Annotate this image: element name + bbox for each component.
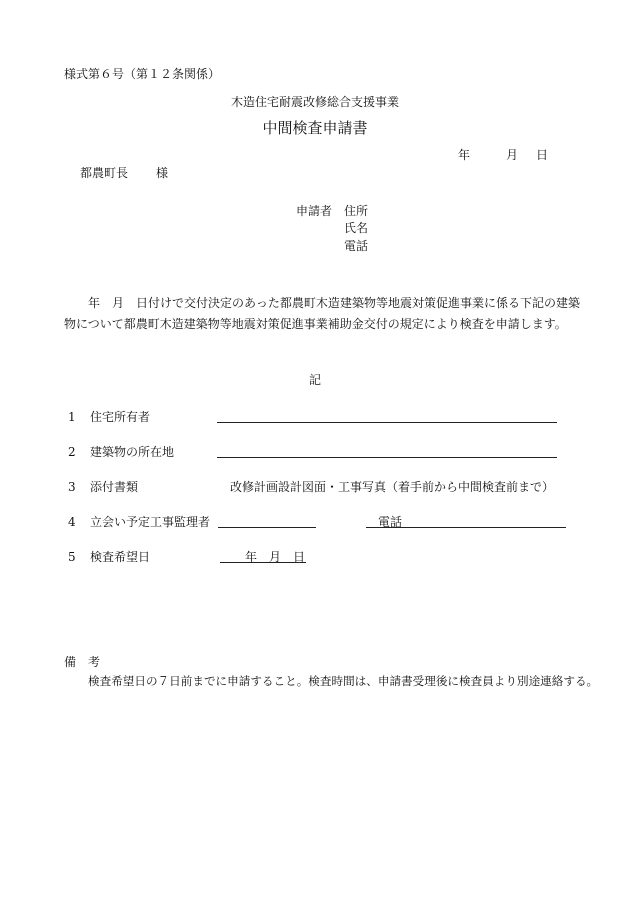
date-year: 年: [458, 148, 471, 162]
inspection-date-label: 検査希望日: [90, 550, 151, 564]
supervisor-phone-line[interactable]: [366, 527, 566, 528]
inspection-date-line[interactable]: [220, 562, 306, 563]
item-number: 1: [68, 410, 76, 424]
ki-heading: 記: [308, 373, 321, 387]
remarks-text: 検査希望日の７日前までに申請すること。検査時間は、申請書受理後に検査員より別途連絡する。: [88, 674, 599, 688]
form-number: 様式第６号（第１２条関係）: [64, 67, 221, 81]
request-paragraph: 年 月 日付けで交付決定のあった都農町木造建築物等地震対策促進事業に係る下記の建築物について都農町木造建築物等地震対策促進事業補助金交付の規定により検査を申請します。: [64, 296, 580, 331]
owner-label: 住宅所有者: [90, 410, 151, 424]
location-input-line[interactable]: [217, 457, 557, 458]
program-name: 木造住宅耐震改修総合支援事業: [230, 95, 399, 109]
supervisor-phone-label: 電話: [378, 515, 403, 529]
attachments-label: 添付書類: [90, 480, 139, 494]
date-month: 月: [506, 148, 519, 162]
addressee-name: 都農町長: [80, 166, 129, 180]
item-number: 5: [68, 550, 76, 564]
supervisor-label: 立会い予定工事監理者: [90, 515, 211, 529]
item-number: 3: [68, 480, 76, 494]
item-number: 4: [68, 515, 76, 529]
date-line: [458, 149, 548, 161]
remarks-label: 備 考: [64, 655, 101, 669]
attachments-value: 改修計画設計図面・工事写真（着手前から中間検査前まで）: [230, 480, 555, 494]
owner-input-line[interactable]: [217, 422, 557, 423]
addressee: [80, 167, 168, 179]
supervisor-input-line[interactable]: [218, 527, 316, 528]
applicant-phone-label: 電話: [344, 239, 369, 253]
date-day: 日: [536, 148, 549, 162]
applicant-label: 申請者: [296, 204, 333, 218]
location-label: 建築物の所在地: [90, 445, 175, 459]
item-number: 2: [68, 445, 76, 459]
inspection-date-value: 年 月 日: [245, 550, 306, 564]
addressee-honorific: 様: [156, 166, 169, 180]
document-title: 中間検査申請書: [262, 119, 368, 137]
applicant-name-label: 氏名: [344, 221, 369, 235]
applicant-address-label: 住所: [344, 204, 369, 218]
